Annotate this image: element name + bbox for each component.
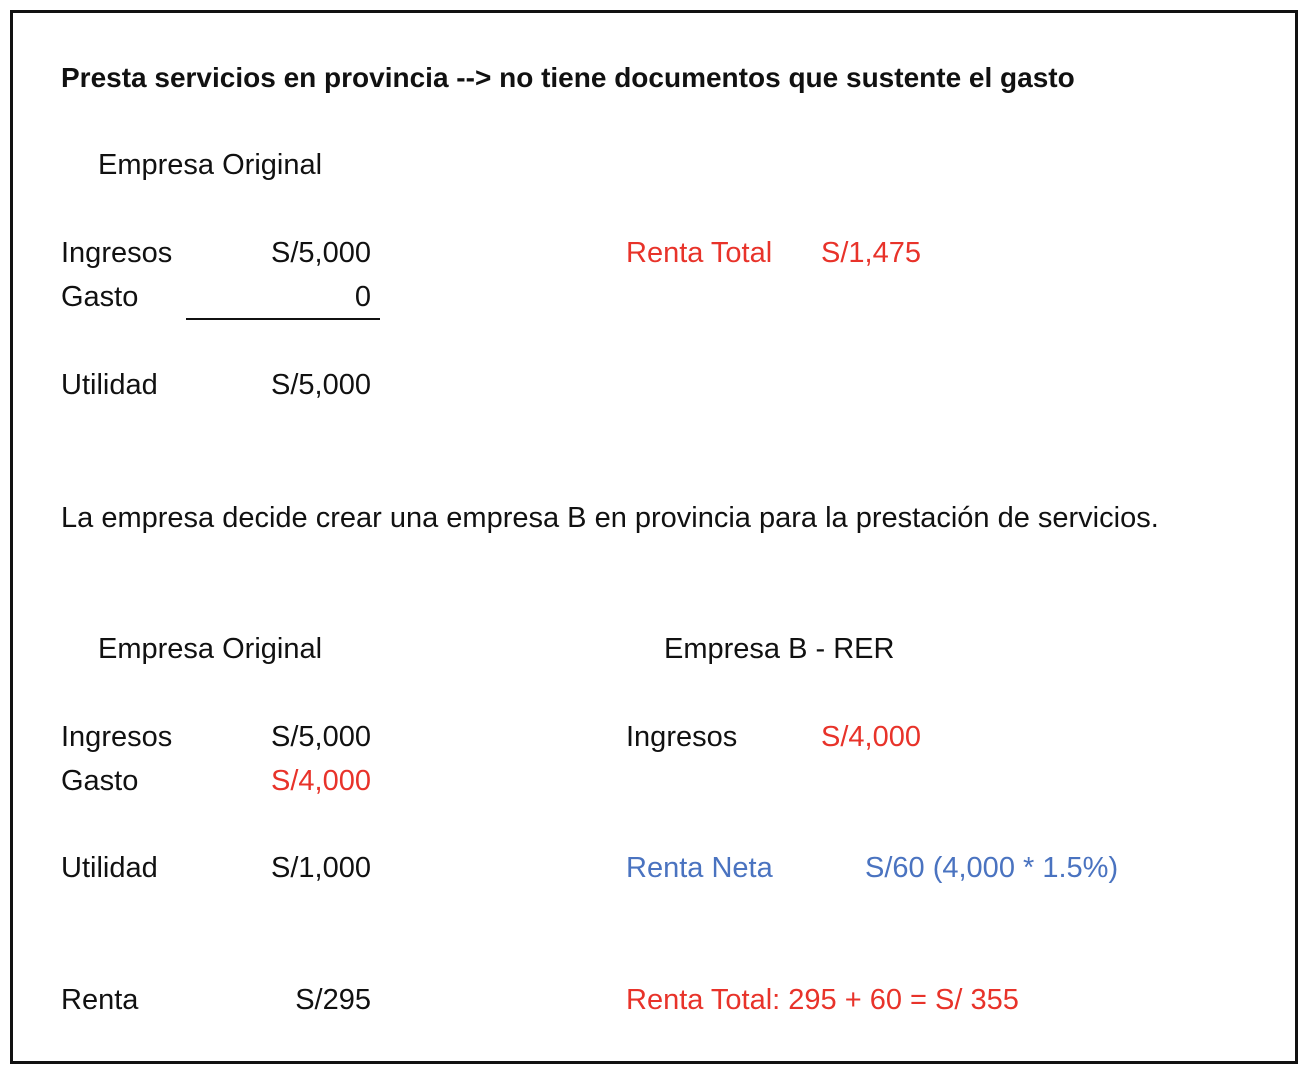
section2-original-title: Empresa Original (98, 633, 323, 665)
section2-empresa-b-title: Empresa B - RER (664, 633, 895, 665)
section1-utilidad-value: S/5,000 (271, 369, 371, 401)
section1-gasto-label: Gasto (61, 281, 139, 313)
heading: Presta servicios en provincia --> no tiene documentos que sustente el gasto (61, 62, 1075, 93)
section1-title: Empresa Original (98, 149, 323, 181)
subtotal-underline (186, 318, 380, 320)
section1-ingresos-value: S/5,000 (271, 237, 371, 269)
section2-renta-label: Renta (61, 984, 139, 1016)
section1-gasto-value: 0 (354, 281, 371, 313)
section2-ingresos-label: Ingresos (61, 721, 173, 753)
section1-renta-total-label: Renta Total (626, 237, 773, 269)
section2-renta-value: S/295 (295, 984, 371, 1016)
section2-gasto-value: S/4,000 (271, 765, 371, 797)
section2-utilidad-label: Utilidad (61, 852, 158, 884)
empresa-b-ingresos-label: Ingresos (626, 721, 738, 753)
middle-text: La empresa decide crear una empresa B en provincia para la prestación de servicios. (61, 502, 1159, 534)
empresa-b-renta-neta-label: Renta Neta (626, 852, 773, 884)
section2-utilidad-value: S/1,000 (271, 852, 371, 884)
empresa-b-renta-neta-value: S/60 (4,000 * 1.5%) (865, 852, 1119, 884)
section1-ingresos-label: Ingresos (61, 237, 173, 269)
section2-ingresos-value: S/5,000 (271, 721, 371, 753)
section1-renta-total-value: S/1,475 (821, 237, 921, 269)
section1-utilidad-label: Utilidad (61, 369, 158, 401)
section2-renta-total: Renta Total: 295 + 60 = S/ 355 (626, 984, 1019, 1016)
empresa-b-ingresos-value: S/4,000 (821, 721, 921, 753)
section2-gasto-label: Gasto (61, 765, 139, 797)
